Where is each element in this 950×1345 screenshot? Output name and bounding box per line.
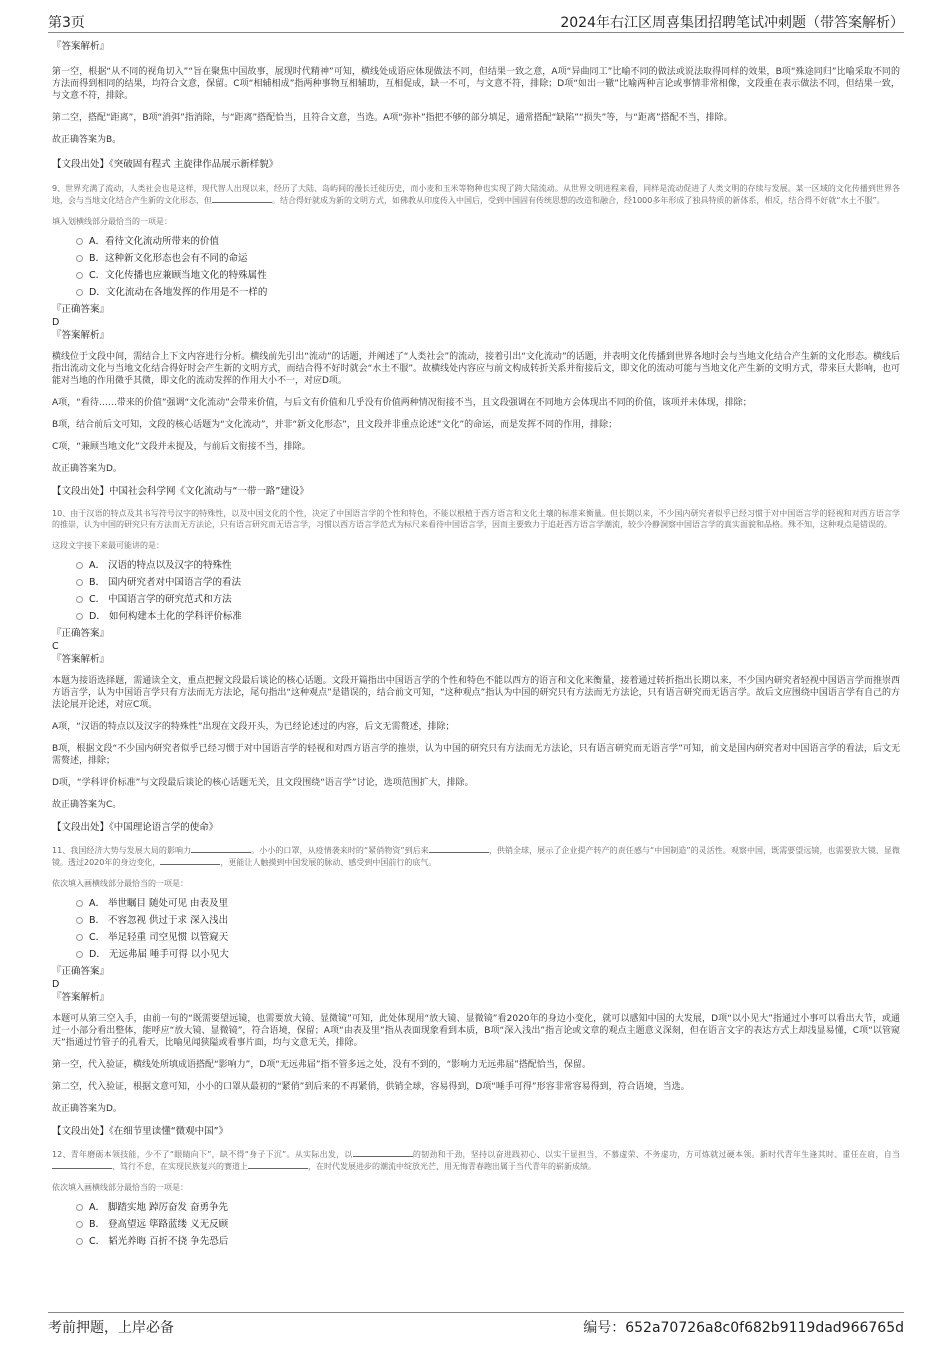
source-citation: 【文段出处】《中国理论语言学的使命》 [52, 822, 219, 833]
radio-icon[interactable] [76, 1204, 83, 1211]
option-b[interactable]: B． 国内研究者对中国语言学的看法 [76, 574, 900, 591]
radio-icon[interactable] [76, 238, 83, 245]
radio-icon[interactable] [76, 900, 83, 907]
options-list [76, 1199, 900, 1250]
footer-slogan: 考前押题，上岸必备 [48, 1320, 174, 1336]
fill-blank [160, 856, 220, 865]
question-8-tail [52, 40, 900, 171]
radio-icon[interactable] [76, 255, 83, 262]
document-body [52, 40, 900, 1250]
conclusion: 故正确答案为C。 [52, 800, 122, 810]
option-a[interactable]: A．看待文化流动所带来的价值 [76, 233, 900, 250]
option-c[interactable]: C． 韬光养晦 百折不挠 争先恐后 [76, 1233, 900, 1250]
analysis-paragraph: D项，“学科评价标准”与文段最后谈论的核心话题无关，且文段围绕“语言学”讨论，选项范围扩大，排除。 [52, 778, 474, 788]
option-c[interactable]: C．文化传播也应兼顾当地文化的特殊属性 [76, 267, 900, 284]
analysis-paragraph: B项，根据文段“不少国内研究者似乎已经习惯于对中国语言学的轻视和对西方语言学的推崇，认为中国的研究只有方法而无方法论，只有语言研究而无语言学”可知，前文是国内研究者对中国语言学的看法，后文无需赘述，排除； [52, 744, 900, 766]
radio-icon[interactable] [76, 596, 83, 603]
question-10 [52, 508, 900, 834]
option-a[interactable]: A． 汉语的特点以及汉字的特殊性 [76, 557, 900, 574]
page-header [48, 12, 904, 33]
question-stem: 11、我国经济大势与发展大局的影响力 。小小的口罩，从疫情袭来时的“紧俏物资”到后来 ，供销全球，展示了企业提产转产的责任感与“中国制造”的灵活性。观察中国，既需要望远镜，也需要放大镜、显微镜。透过2020年的身边变化， ，更能让人触摸到中国发展的脉动、感受到中国前行的底气。 [52, 846, 900, 867]
question-prompt: 填入划横线部分最恰当的一项是： [52, 217, 172, 226]
fill-blank [429, 844, 489, 853]
radio-icon[interactable] [76, 289, 83, 296]
radio-icon[interactable] [76, 1238, 83, 1245]
analysis-label: 『答案解析』 [52, 330, 110, 341]
analysis-label: 『答案解析』 [52, 654, 110, 665]
answer-label: 『正确答案』 [52, 304, 110, 315]
radio-icon[interactable] [76, 579, 83, 586]
option-c[interactable]: C． 中国语言学的研究范式和方法 [76, 591, 900, 608]
option-d[interactable]: D． 无远弗届 唾手可得 以小见大 [76, 946, 900, 963]
radio-icon[interactable] [76, 951, 83, 958]
option-a[interactable]: A． 举世瞩目 随处可见 由表及里 [76, 895, 900, 912]
question-stem: 10、由于汉语的特点及其书写符号汉字的特殊性，以及中国文化的个性，决定了中国语言学的个性和特色，不能以根植于西方语言和文化土壤的标准来衡量。但长期以来，不少国内研究者似乎已经习惯于对中国语言学的轻视和对西方语言学的推崇，认为中国的研究只有方法而无方法论，只有语言研究而无语言学，习惯以西方语言学范式为标尺来看待中国语言学，因而主要致力于追赶西方语言学潮流，较少冷静洞察中国语言学的真实面貌和品格。殊不知，这种观点是错误的。 [52, 509, 900, 529]
question-11 [52, 844, 900, 1138]
page-footer [48, 1312, 904, 1337]
analysis-paragraph: B项，结合前后文可知，文段的核心话题为“文化流动”，并非“新文化形态”，且文段并非重点论述“文化”的命运，而是发挥不同的作用，排除； [52, 420, 618, 430]
fill-blank [52, 1160, 112, 1169]
source-citation: 【文段出处】《突破固有程式 主旋律作品展示新样貌》 [52, 159, 279, 170]
fill-blank [353, 1148, 413, 1157]
source-citation: 【文段出处】中国社会科学网《文化流动与“一带一路”建设》 [52, 486, 309, 497]
radio-icon[interactable] [76, 562, 83, 569]
analysis-paragraph: C项，“兼顾当地文化”文段并未提及，与前后文衔接不当，排除。 [52, 442, 311, 452]
analysis-paragraph: 第一空，根据“从不同的视角切入”“旨在聚焦中国故事，展现时代精神”可知，横线处成语应体现做法不同，但结果一致之意，A项“异曲同工”比喻不同的做法或说法取得同样的效果，B项“殊途同归”比喻采取不同的方法而得到相同的结果，均符合文意，保留。C项“相辅相成”指两种事物互相辅助，互相促成，缺一不可，与文意不符，排除；D项“如出一辙”比喻两种言论或事情非常相像，文段重在表示做法不同，但结果一致，与文意不符，排除。 [52, 67, 900, 101]
answer-label: 『正确答案』 [52, 628, 110, 639]
option-d[interactable]: D．文化流动在各地发挥的作用是不一样的 [76, 284, 900, 301]
radio-icon[interactable] [76, 272, 83, 279]
conclusion: 故正确答案为B。 [52, 135, 122, 145]
radio-icon[interactable] [76, 1221, 83, 1228]
analysis-paragraph: 本题为接语选择题，需通读全文，重点把握文段最后谈论的核心话题。文段开篇指出中国语言学的个性和特色不能以西方的语言和文化来衡量，接着通过转折指出长期以来，不少国内研究者轻视中国语言学而推崇西方语言学，认为中国语言学只有方法而无方法论，尾句指出“这种观点”是错误的，结合前文可知，“这种观点”指认为中国的研究只有方法而无方法论，只有语言研究而无语言学。故后文应围绕中国语言学有自己的方法论展开论述，对应C项。 [52, 676, 900, 710]
option-d[interactable]: D． 如何构建本土化的学科评价标准 [76, 608, 900, 625]
analysis-label: 『答案解析』 [52, 41, 110, 52]
option-b[interactable]: B． 登高望远 筚路蓝缕 义无反顾 [76, 1216, 900, 1233]
source-citation: 【文段出处】《在细节里读懂“微观中国”》 [52, 1126, 229, 1137]
conclusion: 故正确答案为D。 [52, 1104, 122, 1114]
question-12 [52, 1148, 900, 1250]
answer-value: C [52, 641, 59, 652]
document-code: 编号：652a70726a8c0f682b9119dad966765d [583, 1320, 904, 1336]
option-b[interactable]: B． 不容忽视 供过于求 深入浅出 [76, 912, 900, 929]
question-stem: 9、世界充满了流动，人类社会也是这样，现代智人出现以来，经历了大陆、岛屿间的漫长迁徙历史，而小麦和玉米等物种也实现了跨大陆流动。从世界文明进程来看，同样是流动促进了人类文明的存续与发展。某一区域的文化传播到世界各地，会与当地文化结合产生新的文化形态，但 。结合得好就成为新的文明方式，如佛教从印度传入中国后，受到中国固有传统思想的改造和融合，经1000多年形成了独具特质的新体系，相反，结合得不好就“水土不服”。 [52, 184, 900, 205]
question-prompt: 依次填入画横线部分最恰当的一项是： [52, 1183, 188, 1192]
question-prompt: 依次填入画横线部分最恰当的一项是： [52, 879, 188, 888]
analysis-paragraph: A项，“看待……带来的价值”强调“文化流动”会带来价值，与后文有价值和几乎没有价值两种情况衔接不当，且文段强调在不同地方会体现出不同的价值，该项并未体现，排除； [52, 398, 752, 408]
question-stem: 12、青年磨砺本领技能，少不了“眼睛向下”，缺不得“身子下沉”。从实际出发，以 的韧劲和干劲，坚持以奋进践初心、以实干显担当，不慕虚荣、不务虚功，方可炼就过硬本领。新时代青年生逢其时、重任在肩，自当、笃行不怠，在实现民族复兴的赛道上 ，在时代发展进步的潮流中绽放光芒，用无悔青春跑出属于当代青年的崭新成绩。 [52, 1150, 900, 1171]
option-b[interactable]: B．这种新文化形态也会有不同的命运 [76, 250, 900, 267]
analysis-paragraph: 横线位于文段中间，需结合上下文内容进行分析。横线前先引出“流动”的话题，并阐述了“人类社会”的流动，接着引出“文化流动”的话题，并表明文化传播到世界各地时会与当地文化结合产生新的文化形态。横线后指出流动文化与当地文化结合得好时会产生新的文明方式，而结合得不好时就会“水土不服”。故横线处内容应与前文构成转折关系并衔接后文，即文化的流动可能与当地文化产生新的文明方式，带来巨大影响，也可能对当地的作用微乎其微，即文化的流动发挥的作用大小不一，对应D项。 [52, 352, 900, 386]
options-list [76, 233, 900, 301]
analysis-paragraph: 第一空，代入验证，横线处所填成语搭配“影响力”，D项“无远弗届”指不管多远之处，没有不到的，“影响力无远弗届”搭配恰当，保留。 [52, 1060, 591, 1070]
analysis-label: 『答案解析』 [52, 992, 110, 1003]
question-9 [52, 183, 900, 498]
document-title: 2024年右江区周喜集团招聘笔试冲刺题（带答案解析） [560, 15, 904, 31]
question-prompt: 这段文字接下来最可能讲的是： [52, 541, 164, 550]
options-list [76, 895, 900, 963]
analysis-paragraph: 第二空，代入验证，根据文意可知，小小的口罩从最初的“紧俏”到后来的不再紧俏，供销全球，容易得到，D项“唾手可得”形容非常容易得到，符合语境，当选。 [52, 1082, 690, 1092]
fill-blank [212, 194, 272, 203]
page-number: 第3页 [48, 15, 85, 31]
fill-blank [191, 844, 251, 853]
answer-value: D [52, 979, 60, 990]
analysis-paragraph: 第二空，搭配“距离”，B项“消弭”指消除，与“距离”搭配恰当，且符合文意，当选。A项“弥补”指把不够的部分填足，通常搭配“缺陷”“损失”等，与“距离”搭配不当，排除。 [52, 113, 733, 123]
analysis-paragraph: A项，“汉语的特点以及汉字的特殊性”出现在文段开头，为已经论述过的内容，后文无需赘述，排除； [52, 722, 455, 732]
conclusion: 故正确答案为D。 [52, 464, 122, 474]
options-list [76, 557, 900, 625]
option-a[interactable]: A． 脚踏实地 踔厉奋发 奋勇争先 [76, 1199, 900, 1216]
radio-icon[interactable] [76, 613, 83, 620]
answer-value: D [52, 317, 60, 328]
answer-label: 『正确答案』 [52, 966, 110, 977]
fill-blank [248, 1160, 308, 1169]
radio-icon[interactable] [76, 917, 83, 924]
option-c[interactable]: C． 举足轻重 司空见惯 以管窥天 [76, 929, 900, 946]
radio-icon[interactable] [76, 934, 83, 941]
analysis-paragraph: 本题可从第三空入手，由前一句的“既需要望远镜，也需要放大镜、显微镜”可知，此处体现用“放大镜、显微镜”看2020年的身边小变化，就可以感知中国的大发展，D项“以小见大”指通过小事可以看出大节，或通过一小部分看出整体，能呼应“放大镜、显微镜”，符合语境，保留；A项“由表及里”指从表面现象看到本质，B项“深入浅出”指言论或文章的观点主题意义深刻，但在语言文字的表达方式上却浅显易懂，C项“以管窥天”指通过竹管子的孔看天，比喻见闻狭隘或看事片面，均与文意无关，排除。 [52, 1014, 900, 1048]
